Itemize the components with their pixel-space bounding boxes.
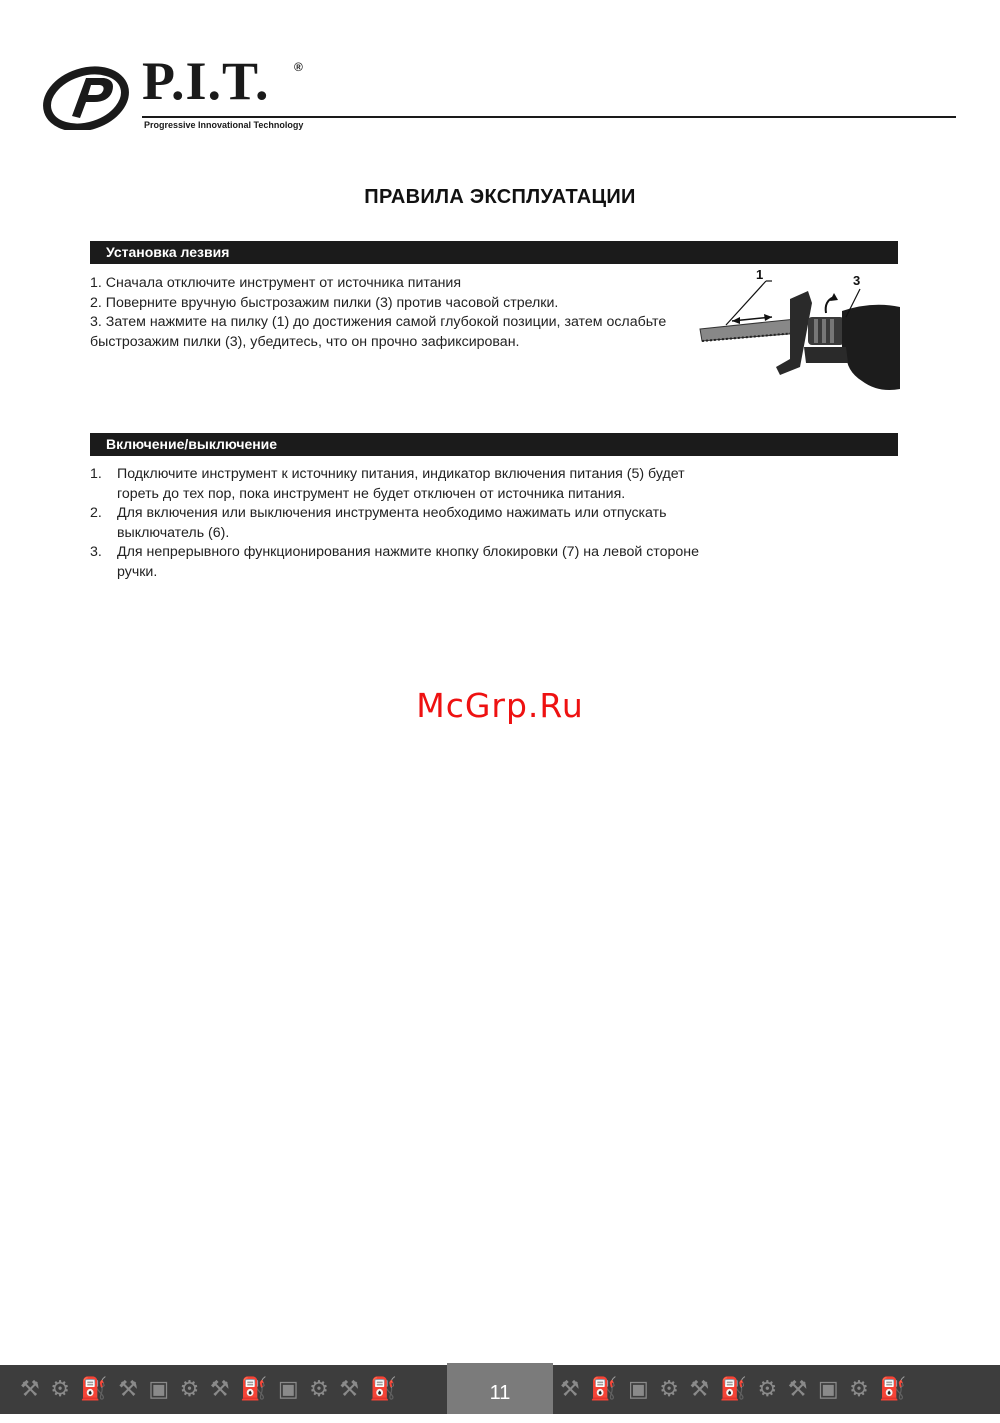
brand-logo: [42, 51, 312, 132]
compressor-icon: ⛽: [590, 1376, 618, 1401]
drill-icon: ⚒: [209, 1376, 230, 1401]
compressor-icon: ⛽: [369, 1376, 397, 1401]
blade-line-1: 1. Сначала отключите инструмент от источника питания: [90, 275, 462, 291]
hammer-drill-icon: ⚒: [560, 1376, 580, 1401]
blade-line-3: 3. Затем нажмите на пилку (1) до достижения самой глубокой позиции, затем ослабьте: [90, 314, 667, 330]
list-item: 2. Для включения или выключения инструмента необходимо нажимать или отпускать выключатель (6).: [90, 505, 667, 541]
angle-grinder-icon: ⚙: [757, 1376, 778, 1401]
angle-grinder-icon: ⚙: [659, 1376, 680, 1401]
brand-name: P.I.T.: [142, 51, 270, 111]
pit-emblem-icon: [42, 64, 132, 130]
welder-icon: ▣: [277, 1376, 299, 1401]
registered-mark: ®: [294, 60, 303, 74]
drill-icon: ⚒: [339, 1376, 360, 1401]
hammer-drill-icon: ⚙: [849, 1376, 869, 1401]
list-item: 3. Для непрерывного функционирования нажмите кнопку блокировки (7) на левой стороне ручки.: [90, 544, 700, 580]
list-item: 1. Подключите инструмент к источнику питания, индикатор включения питания (5) будет гореть до тех пор, пока инструмент не будет отключен от источника питания.: [90, 466, 685, 502]
compressor-icon: ⛽: [879, 1376, 907, 1401]
compressor-icon: ⛽: [719, 1376, 748, 1401]
compressor-icon: ⛽: [240, 1376, 268, 1401]
figure-label-3: 3: [853, 273, 861, 288]
power-instructions: [90, 465, 730, 582]
hammer-drill-icon: ⚒: [118, 1376, 138, 1401]
blade-install-figure: [696, 263, 900, 393]
drill-icon: ⚒: [787, 1376, 808, 1401]
angle-grinder-icon: ⚙: [179, 1376, 200, 1401]
welder-icon: ▣: [628, 1376, 649, 1401]
welder-icon: ▣: [148, 1376, 170, 1401]
footer-tool-icons-left: [20, 1370, 403, 1408]
section-header-blade: Установка лезвия: [90, 241, 898, 264]
figure-label-1: 1: [756, 267, 764, 282]
angle-grinder-icon: ⚒: [20, 1376, 40, 1401]
brand-tagline: Progressive Innovational Technology: [144, 120, 304, 130]
page-title: ПРАВИЛА ЭКСПЛУАТАЦИИ: [364, 186, 636, 208]
blade-instructions: [90, 274, 680, 352]
blade-line-4: быстрозажим пилки (3), убедитесь, что он прочно зафиксирован.: [90, 333, 520, 350]
compressor-icon: ⛽: [80, 1376, 108, 1401]
hammer-drill-icon: ⚙: [309, 1376, 329, 1401]
drill-icon: ⚒: [689, 1376, 710, 1401]
watermark: McGrp.Ru: [416, 686, 584, 725]
page-number: 11: [447, 1363, 553, 1414]
section-header-power: Включение/выключение: [90, 433, 898, 456]
welder-icon: ▣: [817, 1376, 839, 1401]
header-divider: [142, 116, 956, 118]
footer-tool-icons-right: [560, 1370, 913, 1408]
drill-icon: ⚙: [50, 1376, 70, 1401]
blade-line-2: 2. Поверните вручную быстрозажим пилки (3) против часовой стрелки.: [90, 294, 559, 311]
